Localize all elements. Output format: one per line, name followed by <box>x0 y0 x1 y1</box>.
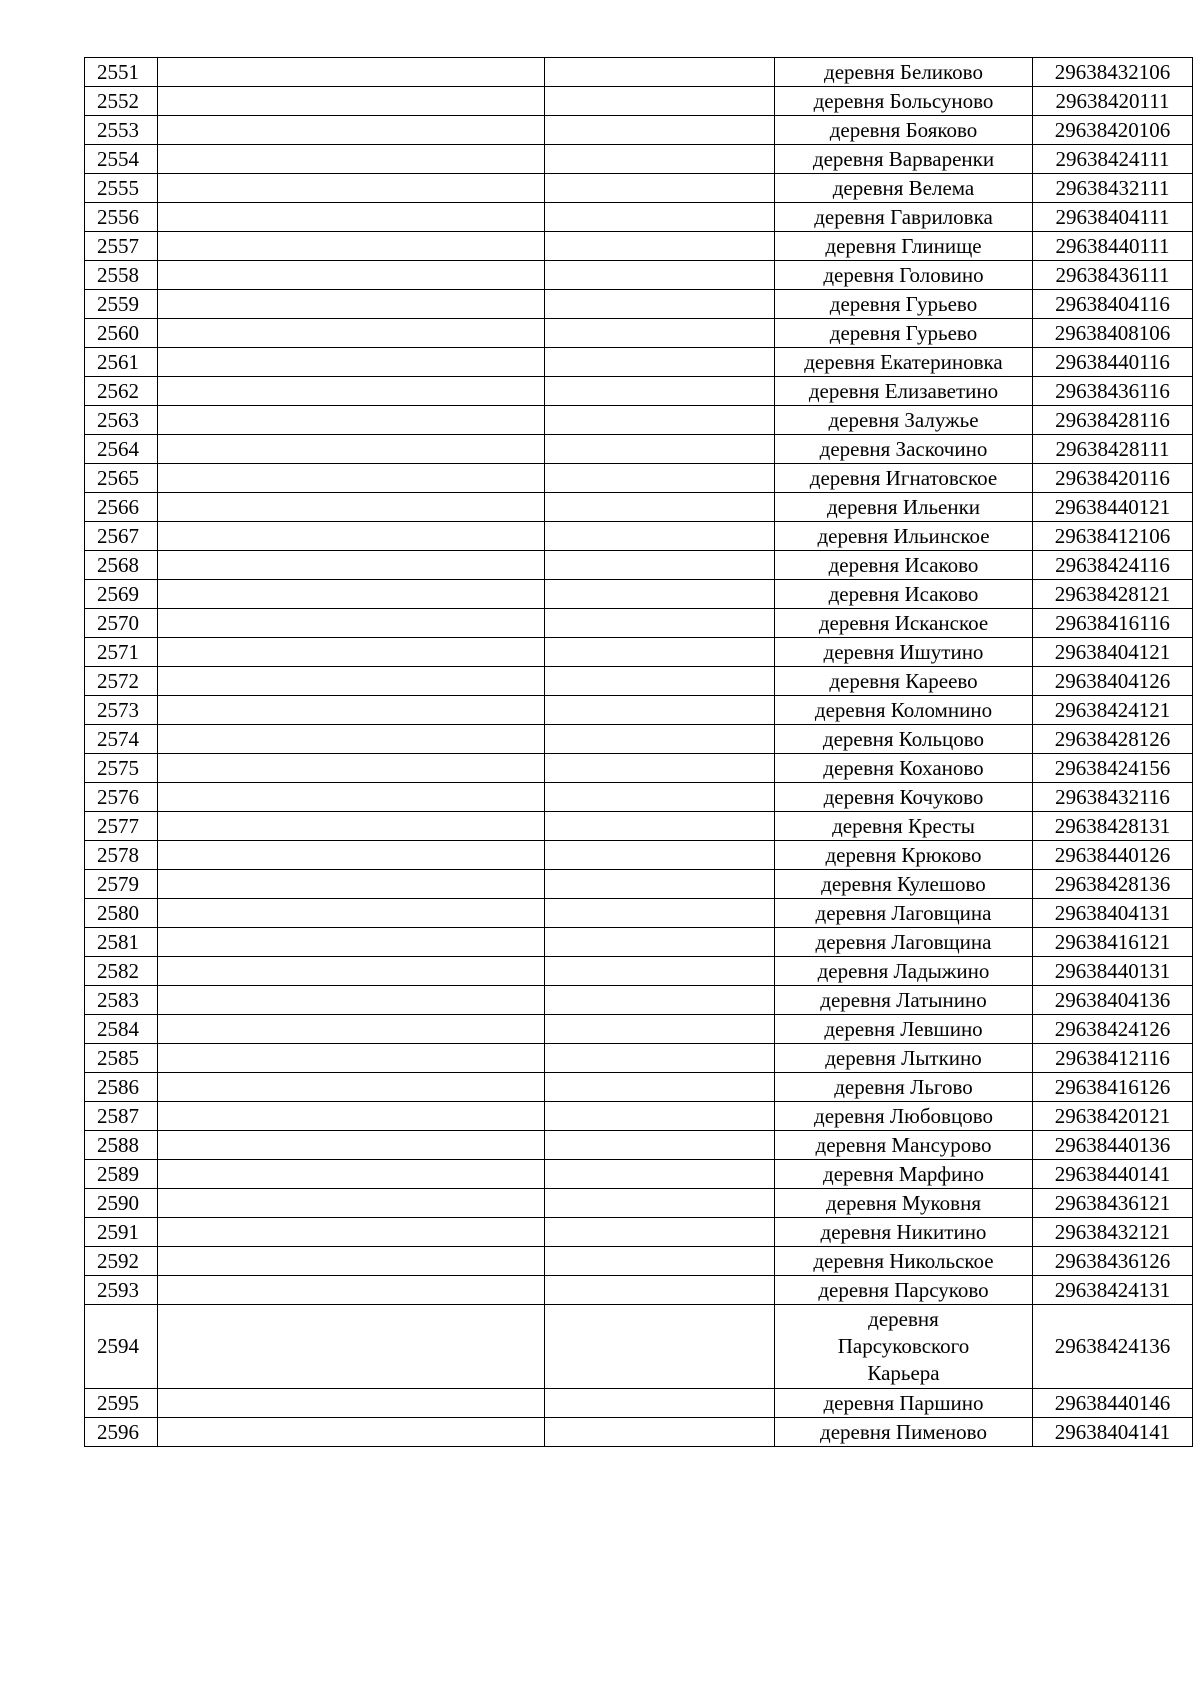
table-row <box>85 899 1193 928</box>
table-row <box>85 812 1193 841</box>
oktmo-code-cell: 29638436116 <box>1033 377 1193 406</box>
empty-cell <box>545 174 775 203</box>
settlement-name-cell: деревня Марфино <box>775 1160 1033 1189</box>
empty-cell <box>545 319 775 348</box>
oktmo-code-cell: 29638440121 <box>1033 493 1193 522</box>
empty-cell <box>545 145 775 174</box>
empty-cell <box>158 493 545 522</box>
oktmo-code-cell: 29638440141 <box>1033 1160 1193 1189</box>
settlement-name-cell: деревня Залужье <box>775 406 1033 435</box>
table-row <box>85 928 1193 957</box>
oktmo-code-cell: 29638404116 <box>1033 290 1193 319</box>
empty-cell <box>158 580 545 609</box>
oktmo-code-cell: 29638404121 <box>1033 638 1193 667</box>
empty-cell <box>545 116 775 145</box>
settlement-name-cell: деревня Лыткино <box>775 1044 1033 1073</box>
table-row <box>85 203 1193 232</box>
empty-cell <box>545 1160 775 1189</box>
settlement-name-cell: деревня Елизаветино <box>775 377 1033 406</box>
row-number-cell: 2581 <box>85 928 158 957</box>
table-row <box>85 870 1193 899</box>
table-row <box>85 522 1193 551</box>
oktmo-code-cell: 29638424126 <box>1033 1015 1193 1044</box>
settlement-name-cell: деревня Кочуково <box>775 783 1033 812</box>
empty-cell <box>545 377 775 406</box>
table-row <box>85 696 1193 725</box>
row-number-cell: 2579 <box>85 870 158 899</box>
row-number-cell: 2574 <box>85 725 158 754</box>
empty-cell <box>158 406 545 435</box>
empty-cell <box>158 783 545 812</box>
row-number-cell: 2559 <box>85 290 158 319</box>
empty-cell <box>158 319 545 348</box>
table-row <box>85 87 1193 116</box>
empty-cell <box>158 261 545 290</box>
settlement-name-cell: деревня Никитино <box>775 1218 1033 1247</box>
empty-cell <box>158 116 545 145</box>
table-row <box>85 638 1193 667</box>
row-number-cell: 2551 <box>85 58 158 87</box>
empty-cell <box>545 783 775 812</box>
table-row <box>85 377 1193 406</box>
oktmo-code-cell: 29638408106 <box>1033 319 1193 348</box>
oktmo-code-cell: 29638424131 <box>1033 1276 1193 1305</box>
settlement-name-cell: деревня Бояково <box>775 116 1033 145</box>
settlement-name-cell: деревня Парсуковского Карьера <box>775 1305 1033 1389</box>
empty-cell <box>545 580 775 609</box>
oktmo-code-cell: 29638432121 <box>1033 1218 1193 1247</box>
empty-cell <box>545 899 775 928</box>
settlement-name-cell: деревня Кресты <box>775 812 1033 841</box>
empty-cell <box>158 145 545 174</box>
table-row <box>85 551 1193 580</box>
table-row <box>85 435 1193 464</box>
settlement-name-cell: деревня Исканское <box>775 609 1033 638</box>
oktmo-code-cell: 29638428111 <box>1033 435 1193 464</box>
oktmo-code-cell: 29638420111 <box>1033 87 1193 116</box>
row-number-cell: 2591 <box>85 1218 158 1247</box>
row-number-cell: 2567 <box>85 522 158 551</box>
oktmo-code-cell: 29638424116 <box>1033 551 1193 580</box>
table-row <box>85 319 1193 348</box>
empty-cell <box>545 58 775 87</box>
empty-cell <box>545 87 775 116</box>
empty-cell <box>545 609 775 638</box>
settlement-name-cell: деревня Гавриловка <box>775 203 1033 232</box>
oktmo-code-cell: 29638440111 <box>1033 232 1193 261</box>
oktmo-code-cell: 29638404131 <box>1033 899 1193 928</box>
empty-cell <box>158 1015 545 1044</box>
row-number-cell: 2594 <box>85 1305 158 1389</box>
empty-cell <box>545 1389 775 1418</box>
row-number-cell: 2554 <box>85 145 158 174</box>
empty-cell <box>158 551 545 580</box>
settlements-table <box>84 57 1193 1447</box>
oktmo-code-cell: 29638424156 <box>1033 754 1193 783</box>
table-row <box>85 464 1193 493</box>
empty-cell <box>158 754 545 783</box>
table-row <box>85 1189 1193 1218</box>
table-row <box>85 145 1193 174</box>
oktmo-code-cell: 29638436111 <box>1033 261 1193 290</box>
empty-cell <box>158 1247 545 1276</box>
empty-cell <box>545 1189 775 1218</box>
empty-cell <box>158 1305 545 1389</box>
empty-cell <box>545 754 775 783</box>
oktmo-code-cell: 29638420106 <box>1033 116 1193 145</box>
table-row <box>85 1102 1193 1131</box>
table-row <box>85 1073 1193 1102</box>
empty-cell <box>545 1418 775 1447</box>
table-row <box>85 957 1193 986</box>
table-row <box>85 290 1193 319</box>
oktmo-code-cell: 29638404141 <box>1033 1418 1193 1447</box>
empty-cell <box>158 290 545 319</box>
empty-cell <box>545 435 775 464</box>
table-row <box>85 1131 1193 1160</box>
oktmo-code-cell: 29638436121 <box>1033 1189 1193 1218</box>
settlement-name-cell: деревня Коломнино <box>775 696 1033 725</box>
empty-cell <box>158 232 545 261</box>
settlement-name-cell: деревня Кареево <box>775 667 1033 696</box>
settlement-name-cell: деревня Заскочино <box>775 435 1033 464</box>
empty-cell <box>158 609 545 638</box>
empty-cell <box>158 1389 545 1418</box>
oktmo-code-cell: 29638416126 <box>1033 1073 1193 1102</box>
settlement-name-cell: деревня Паршино <box>775 1389 1033 1418</box>
row-number-cell: 2566 <box>85 493 158 522</box>
empty-cell <box>545 203 775 232</box>
empty-cell <box>158 696 545 725</box>
empty-cell <box>158 870 545 899</box>
oktmo-code-cell: 29638428131 <box>1033 812 1193 841</box>
settlement-name-cell: деревня Кольцово <box>775 725 1033 754</box>
settlement-name-cell: деревня Кулешово <box>775 870 1033 899</box>
settlement-name-cell: деревня Исаково <box>775 580 1033 609</box>
settlement-name-cell: деревня Лаговщина <box>775 928 1033 957</box>
empty-cell <box>158 464 545 493</box>
oktmo-code-cell: 29638424121 <box>1033 696 1193 725</box>
empty-cell <box>158 1418 545 1447</box>
oktmo-code-cell: 29638428126 <box>1033 725 1193 754</box>
oktmo-code-cell: 29638404111 <box>1033 203 1193 232</box>
row-number-cell: 2570 <box>85 609 158 638</box>
row-number-cell: 2564 <box>85 435 158 464</box>
settlement-name-cell: деревня Больсуново <box>775 87 1033 116</box>
empty-cell <box>545 957 775 986</box>
row-number-cell: 2587 <box>85 1102 158 1131</box>
row-number-cell: 2561 <box>85 348 158 377</box>
empty-cell <box>545 667 775 696</box>
empty-cell <box>158 348 545 377</box>
empty-cell <box>545 290 775 319</box>
oktmo-code-cell: 29638404126 <box>1033 667 1193 696</box>
empty-cell <box>158 1102 545 1131</box>
table-row <box>85 406 1193 435</box>
empty-cell <box>158 1189 545 1218</box>
settlement-name-cell: деревня Ильенки <box>775 493 1033 522</box>
empty-cell <box>158 812 545 841</box>
empty-cell <box>545 1015 775 1044</box>
settlement-name-cell: деревня Екатериновка <box>775 348 1033 377</box>
oktmo-code-cell: 29638412116 <box>1033 1044 1193 1073</box>
settlements-table-body <box>85 58 1193 1447</box>
settlement-name-cell: деревня Ишутино <box>775 638 1033 667</box>
table-row <box>85 1418 1193 1447</box>
empty-cell <box>545 812 775 841</box>
empty-cell <box>158 667 545 696</box>
settlement-name-cell: деревня Исаково <box>775 551 1033 580</box>
empty-cell <box>545 493 775 522</box>
oktmo-code-cell: 29638440136 <box>1033 1131 1193 1160</box>
oktmo-code-cell: 29638420121 <box>1033 1102 1193 1131</box>
empty-cell <box>158 1131 545 1160</box>
empty-cell <box>158 58 545 87</box>
empty-cell <box>545 1131 775 1160</box>
row-number-cell: 2558 <box>85 261 158 290</box>
row-number-cell: 2565 <box>85 464 158 493</box>
row-number-cell: 2588 <box>85 1131 158 1160</box>
empty-cell <box>545 928 775 957</box>
empty-cell <box>545 406 775 435</box>
settlement-name-cell: деревня Гурьево <box>775 290 1033 319</box>
empty-cell <box>158 203 545 232</box>
row-number-cell: 2557 <box>85 232 158 261</box>
row-number-cell: 2589 <box>85 1160 158 1189</box>
empty-cell <box>545 464 775 493</box>
empty-cell <box>545 841 775 870</box>
oktmo-code-cell: 29638432106 <box>1033 58 1193 87</box>
table-row <box>85 1015 1193 1044</box>
oktmo-code-cell: 29638416121 <box>1033 928 1193 957</box>
empty-cell <box>158 841 545 870</box>
table-row <box>85 1160 1193 1189</box>
empty-cell <box>158 986 545 1015</box>
empty-cell <box>545 725 775 754</box>
oktmo-code-cell: 29638404136 <box>1033 986 1193 1015</box>
settlement-name-cell: деревня Велема <box>775 174 1033 203</box>
row-number-cell: 2585 <box>85 1044 158 1073</box>
empty-cell <box>158 928 545 957</box>
empty-cell <box>545 1073 775 1102</box>
row-number-cell: 2571 <box>85 638 158 667</box>
settlement-name-cell: деревня Пименово <box>775 1418 1033 1447</box>
table-row <box>85 116 1193 145</box>
empty-cell <box>545 522 775 551</box>
empty-cell <box>158 377 545 406</box>
oktmo-code-cell: 29638424136 <box>1033 1305 1193 1389</box>
settlement-name-cell: деревня Никольское <box>775 1247 1033 1276</box>
settlement-name-cell: деревня Беликово <box>775 58 1033 87</box>
empty-cell <box>545 870 775 899</box>
empty-cell <box>158 638 545 667</box>
row-number-cell: 2580 <box>85 899 158 928</box>
row-number-cell: 2552 <box>85 87 158 116</box>
table-row <box>85 1276 1193 1305</box>
row-number-cell: 2575 <box>85 754 158 783</box>
empty-cell <box>158 1160 545 1189</box>
empty-cell <box>545 1102 775 1131</box>
row-number-cell: 2578 <box>85 841 158 870</box>
oktmo-code-cell: 29638440146 <box>1033 1389 1193 1418</box>
table-row <box>85 58 1193 87</box>
row-number-cell: 2572 <box>85 667 158 696</box>
settlement-name-cell: деревня Муковня <box>775 1189 1033 1218</box>
empty-cell <box>545 986 775 1015</box>
empty-cell <box>545 638 775 667</box>
oktmo-code-cell: 29638440131 <box>1033 957 1193 986</box>
empty-cell <box>545 551 775 580</box>
row-number-cell: 2562 <box>85 377 158 406</box>
row-number-cell: 2596 <box>85 1418 158 1447</box>
settlement-name-cell: деревня Варваренки <box>775 145 1033 174</box>
settlement-name-cell: деревня Ладыжино <box>775 957 1033 986</box>
table-row <box>85 1305 1193 1389</box>
empty-cell <box>545 1276 775 1305</box>
empty-cell <box>158 1044 545 1073</box>
table-row <box>85 1247 1193 1276</box>
settlement-name-cell: деревня Льгово <box>775 1073 1033 1102</box>
row-number-cell: 2586 <box>85 1073 158 1102</box>
settlement-name-cell: деревня Мансурово <box>775 1131 1033 1160</box>
row-number-cell: 2556 <box>85 203 158 232</box>
table-row <box>85 174 1193 203</box>
oktmo-code-cell: 29638432116 <box>1033 783 1193 812</box>
row-number-cell: 2583 <box>85 986 158 1015</box>
table-row <box>85 1044 1193 1073</box>
table-row <box>85 1218 1193 1247</box>
table-row <box>85 493 1193 522</box>
row-number-cell: 2576 <box>85 783 158 812</box>
row-number-cell: 2555 <box>85 174 158 203</box>
row-number-cell: 2573 <box>85 696 158 725</box>
empty-cell <box>545 1305 775 1389</box>
empty-cell <box>545 1218 775 1247</box>
oktmo-code-cell: 29638440126 <box>1033 841 1193 870</box>
empty-cell <box>545 348 775 377</box>
empty-cell <box>158 435 545 464</box>
settlement-name-cell: деревня Игнатовское <box>775 464 1033 493</box>
empty-cell <box>545 1247 775 1276</box>
table-row <box>85 841 1193 870</box>
settlement-name-cell: деревня Крюково <box>775 841 1033 870</box>
table-row <box>85 783 1193 812</box>
row-number-cell: 2593 <box>85 1276 158 1305</box>
oktmo-code-cell: 29638420116 <box>1033 464 1193 493</box>
settlement-name-cell: деревня Гурьево <box>775 319 1033 348</box>
row-number-cell: 2577 <box>85 812 158 841</box>
table-row <box>85 725 1193 754</box>
row-number-cell: 2560 <box>85 319 158 348</box>
settlement-name-cell: деревня Коханово <box>775 754 1033 783</box>
oktmo-code-cell: 29638428121 <box>1033 580 1193 609</box>
table-row <box>85 754 1193 783</box>
settlement-name-cell: деревня Ильинское <box>775 522 1033 551</box>
table-row <box>85 609 1193 638</box>
settlement-name-cell: деревня Любовцово <box>775 1102 1033 1131</box>
oktmo-code-cell: 29638412106 <box>1033 522 1193 551</box>
oktmo-code-cell: 29638428116 <box>1033 406 1193 435</box>
table-row <box>85 261 1193 290</box>
empty-cell <box>545 261 775 290</box>
table-row <box>85 580 1193 609</box>
row-number-cell: 2590 <box>85 1189 158 1218</box>
empty-cell <box>158 1276 545 1305</box>
row-number-cell: 2569 <box>85 580 158 609</box>
empty-cell <box>158 522 545 551</box>
empty-cell <box>158 1218 545 1247</box>
oktmo-code-cell: 29638424111 <box>1033 145 1193 174</box>
row-number-cell: 2568 <box>85 551 158 580</box>
table-row <box>85 667 1193 696</box>
table-row <box>85 348 1193 377</box>
settlement-name-cell: деревня Лаговщина <box>775 899 1033 928</box>
oktmo-code-cell: 29638428136 <box>1033 870 1193 899</box>
oktmo-code-cell: 29638436126 <box>1033 1247 1193 1276</box>
empty-cell <box>158 725 545 754</box>
row-number-cell: 2584 <box>85 1015 158 1044</box>
row-number-cell: 2553 <box>85 116 158 145</box>
settlement-name-cell: деревня Латынино <box>775 986 1033 1015</box>
empty-cell <box>545 1044 775 1073</box>
empty-cell <box>545 232 775 261</box>
settlement-name-cell: деревня Глинище <box>775 232 1033 261</box>
oktmo-code-cell: 29638432111 <box>1033 174 1193 203</box>
settlement-name-cell: деревня Головино <box>775 261 1033 290</box>
settlement-name-cell: деревня Левшино <box>775 1015 1033 1044</box>
empty-cell <box>158 174 545 203</box>
settlement-name-cell: деревня Парсуково <box>775 1276 1033 1305</box>
empty-cell <box>545 696 775 725</box>
row-number-cell: 2563 <box>85 406 158 435</box>
row-number-cell: 2582 <box>85 957 158 986</box>
table-row <box>85 232 1193 261</box>
oktmo-code-cell: 29638416116 <box>1033 609 1193 638</box>
oktmo-code-cell: 29638440116 <box>1033 348 1193 377</box>
empty-cell <box>158 957 545 986</box>
empty-cell <box>158 1073 545 1102</box>
empty-cell <box>158 899 545 928</box>
row-number-cell: 2592 <box>85 1247 158 1276</box>
table-row <box>85 986 1193 1015</box>
row-number-cell: 2595 <box>85 1389 158 1418</box>
table-row <box>85 1389 1193 1418</box>
empty-cell <box>158 87 545 116</box>
